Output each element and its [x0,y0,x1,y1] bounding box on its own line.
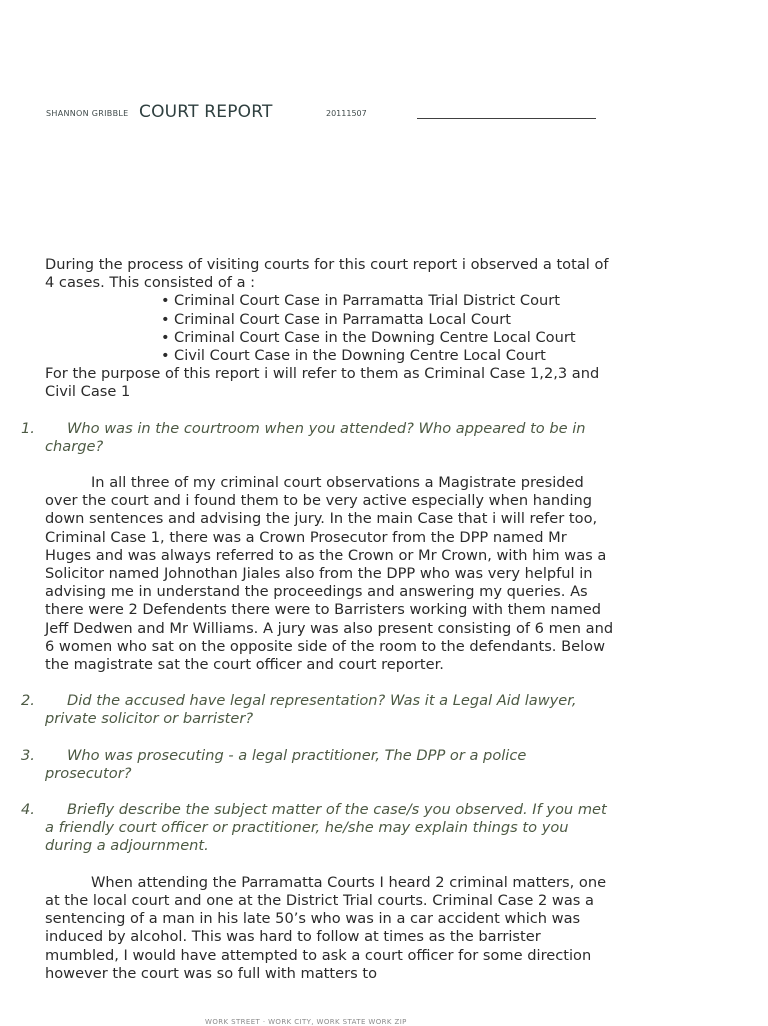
intro-closing: For the purpose of this report i will refer to them as Criminal Case 1,2,3 and Civil Case 1 [45,365,600,401]
question-2 [21,692,615,728]
answer-4: When attending the Parramatta Courts I heard 2 criminal matters, one at the local court and one at the District Trial courts. Criminal Case 2 was a sentencing of a man in his late 50’s who was in a car accident which was induced by alcohol. This was hard to follow at times as the barrister mumbled, I would have attempted to ask a court officer for some direction however the court was so full with matters to [45,873,607,982]
document-header [46,102,606,122]
question-text: Did the accused have legal representation? Was it a Legal Aid lawyer, private solicitor or barrister? [45,692,577,728]
intro-paragraph: During the process of visiting courts for this court report i observed a total of 4 cases. This consisted of a : [45,256,609,292]
report-body [21,256,615,983]
question-number: 4. [21,801,35,819]
student-id: 20111507 [326,109,367,118]
question-1 [21,419,615,456]
question-number: 2. [21,692,35,710]
question-number: 1. [21,419,35,437]
answer-1: In all three of my criminal court observations a Magistrate presided over the court and i found them to be very active especially when handing down sentences and advising the jury. In the main Case that i will refer too, Criminal Case 1, there was a Crown Prosecutor from the DPP named Mr Huges and was always referred to as the Crown or Mr Crown, with him was a Solicitor named Johnothan Jiales also from the DPP who was very helpful in advising me in understand the proceedings and answering my queries. As there were 2 Defendents there were to Barristers working with them named Jeff Dedwen and Mr Williams. A jury was also present consisting of 6 men and 6 women who sat on the opposite side of the room to the defendants. Below the magistrate sat the court officer and court reporter. [45,474,614,674]
author-name: SHANNON GRIBBLE [46,109,129,118]
question-number: 3. [21,746,35,764]
question-text: Briefly describe the subject matter of the case/s you observed. If you met a friendly court officer or practitioner, he/she may explain things to you during a adjournment. [45,801,607,855]
signature-line [417,118,596,119]
question-text: Who was prosecuting - a legal practitioner, The DPP or a police prosecutor? [45,746,527,782]
case-list-item: • Civil Court Case in the Downing Centre Local Court [161,347,615,365]
case-list-item: • Criminal Court Case in Parramatta Trial District Court [161,292,615,310]
case-list-item: • Criminal Court Case in Parramatta Local Court [161,311,615,329]
footer-address: WORK STREET · WORK CITY, WORK STATE WORK ZIP [205,1018,407,1026]
case-list [45,292,615,365]
question-text: Who was in the courtroom when you attended? Who appeared to be in charge? [45,419,586,455]
question-4 [21,801,615,856]
question-3 [21,746,615,783]
case-list-item: • Criminal Court Case in the Downing Centre Local Court [161,329,615,347]
report-title: COURT REPORT [139,102,273,122]
